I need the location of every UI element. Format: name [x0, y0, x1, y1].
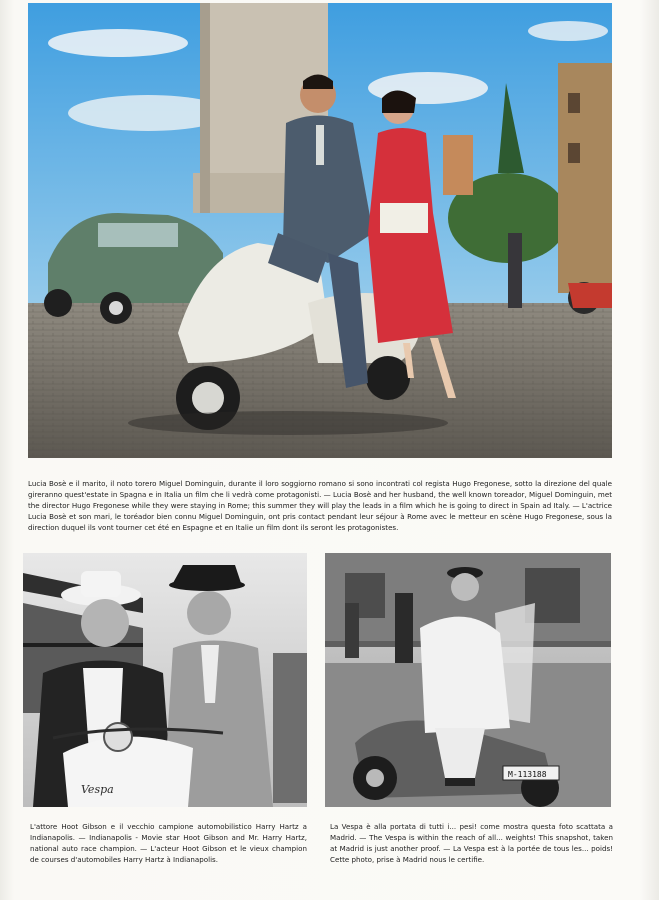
caption-left-text: L'attore Hoot Gibson e il vecchio campione automobilistico Harry Hartz a Indianapolis. — Indianapolis - Movie star Hoot Gibson and Mr. Harry Hartz, national auto race champion. — L'acteur Hoot Gibson et le vieux champion de courses d'automobiles Harry Hartz à Indianapolis.: [30, 822, 307, 864]
license-plate-text: M-113188: [508, 770, 547, 779]
photo-indianapolis-scene: [23, 553, 307, 807]
caption-right-photo: [330, 821, 613, 865]
photo-couple-on-vespa-rome: [28, 3, 612, 458]
photo-couple-scene: [28, 3, 612, 458]
caption-top-text: Lucia Bosè e il marito, il noto torero Miguel Dominguin, durante il loro soggiorno romano si sono incontrati col regista Hugo Fregonese, sotto la direzione del quale gireranno quest'estate in Spagna e in Italia un film che li vedrà come protagonisti. — Lucia Bosè and her husband, the well known toreador, Miguel Dominguin, met the director Hugo Fregonese while they were staying in Rome; this summer they will play the leads in a film which he is going to direct in Spain ad Italy. — L'actrice Lucia Bosè et son mari, le toréador bien connu Miguel Dominguin, ont pris contact pendant leur séjour à Rome avec le metteur en scène Hugo Fregonese, sous la direction duquel ils vont tourner cet été en Espagne et en Italie un film dont ils seront les protagonistes.: [28, 479, 612, 532]
caption-right-text: La Vespa è alla portata di tutti i... pesi! come mostra questa foto scattata a Madrid. — The Vespa is within the reach of all... weights! This snapshot, taken at Madrid is just another proof. — La Vespa est à la portée de tous les... poids! Cette photo, prise à Madrid nous le certifie.: [330, 822, 613, 864]
photo-hoot-gibson-harry-hartz: [23, 553, 307, 807]
photo-madrid-scene: [325, 553, 611, 807]
photo-madrid-vespa: [325, 553, 611, 807]
caption-top-photo: [28, 478, 612, 533]
vespa-badge-text: Vespa: [81, 783, 114, 796]
caption-left-photo: [30, 821, 307, 865]
